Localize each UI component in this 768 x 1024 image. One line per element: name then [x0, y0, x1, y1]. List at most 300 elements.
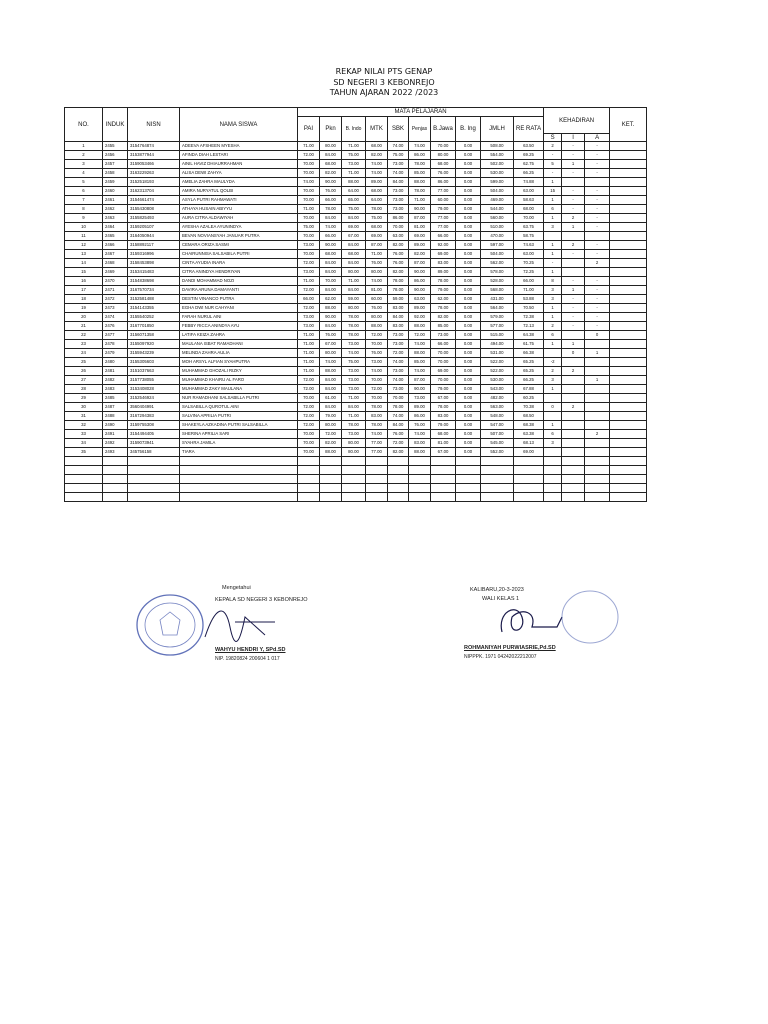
table-cell: 2467 — [103, 250, 128, 259]
table-cell: 89.00 — [431, 268, 456, 277]
table-cell: 74.00 — [366, 430, 388, 439]
table-cell: 85.00 — [409, 169, 431, 178]
table-cell: 10 — [65, 223, 103, 232]
table-cell: 71.00 — [298, 358, 320, 367]
table-cell: 60.00 — [366, 295, 388, 304]
table-cell — [585, 448, 610, 457]
table-cell: 88.00 — [409, 349, 431, 358]
table-cell: 28 — [65, 385, 103, 394]
table-cell: 2 — [585, 430, 610, 439]
table-cell: 0.00 — [456, 313, 481, 322]
table-cell — [366, 484, 388, 493]
table-cell — [562, 493, 585, 502]
table-cell: 78.00 — [320, 205, 342, 214]
table-cell: 67.00 — [431, 448, 456, 457]
table-cell — [562, 376, 585, 385]
table-cell — [585, 403, 610, 412]
table-cell: 73.00 — [298, 241, 320, 250]
table-cell: 1 — [544, 304, 562, 313]
table-cell: 21 — [65, 322, 103, 331]
table-cell: 68.00 — [366, 187, 388, 196]
table-cell: 65.25 — [514, 367, 544, 376]
table-cell: 75.00 — [342, 205, 366, 214]
table-cell: 0.00 — [456, 241, 481, 250]
table-cell: 3167701850 — [128, 322, 180, 331]
table-cell — [366, 475, 388, 484]
table-cell: 84.00 — [342, 214, 366, 223]
table-cell — [298, 493, 320, 502]
table-row — [65, 349, 647, 358]
table-cell: - — [585, 313, 610, 322]
table-cell: 69.00 — [409, 232, 431, 241]
table-cell: 71.00 — [409, 196, 431, 205]
class-stamp — [555, 587, 625, 647]
left-role: KEPALA SD NEGERI 3 KEBONREJO — [215, 597, 308, 603]
table-cell — [366, 466, 388, 475]
table-cell: 510.00 — [481, 223, 514, 232]
table-cell: 74.00 — [366, 277, 388, 286]
table-cell: 2 — [562, 214, 585, 223]
table-cell: 78.00 — [342, 313, 366, 322]
table-cell: 599.00 — [481, 178, 514, 187]
table-cell — [610, 484, 647, 493]
table-cell — [585, 439, 610, 448]
table-cell: 29 — [65, 394, 103, 403]
table-cell: 90.00 — [409, 205, 431, 214]
table-cell: 3154143355 — [128, 304, 180, 313]
table-cell: 63.00 — [388, 232, 409, 241]
table-cell — [610, 466, 647, 475]
table-cell — [585, 412, 610, 421]
table-cell: 72.00 — [388, 439, 409, 448]
table-cell: 6 — [65, 187, 103, 196]
table-cell: 88.00 — [342, 178, 366, 187]
table-cell: FEBBY RICCA ANINDYA AYU — [180, 322, 298, 331]
table-cell: 71.00 — [514, 286, 544, 295]
table-cell — [610, 331, 647, 340]
table-cell: 60.00 — [431, 196, 456, 205]
table-cell — [342, 457, 366, 466]
table-cell — [544, 394, 562, 403]
table-cell: 84.00 — [342, 259, 366, 268]
table-cell: 84.00 — [320, 214, 342, 223]
table-cell: 2473 — [103, 304, 128, 313]
table-cell: 0.00 — [456, 430, 481, 439]
table-cell: 67.00 — [320, 340, 342, 349]
table-cell: 84.00 — [320, 151, 342, 160]
table-cell — [544, 493, 562, 502]
table-cell: - — [544, 259, 562, 268]
table-cell: 2 — [544, 322, 562, 331]
table-cell — [409, 466, 431, 475]
table-cell: 3 — [544, 286, 562, 295]
table-cell: 80.00 — [342, 304, 366, 313]
table-cell — [562, 331, 585, 340]
table-cell: - — [585, 277, 610, 286]
right-signature-block — [460, 587, 640, 667]
table-cell: 0.00 — [456, 439, 481, 448]
table-cell: 64.00 — [366, 196, 388, 205]
table-cell: 543.00 — [481, 385, 514, 394]
table-cell — [610, 394, 647, 403]
table-cell: 70.00 — [366, 376, 388, 385]
table-cell: 73.00 — [342, 367, 366, 376]
table-cell: 84.00 — [388, 313, 409, 322]
table-cell: 84.00 — [388, 178, 409, 187]
table-cell: 89.00 — [409, 403, 431, 412]
table-cell: SHERINA APRILIA SARI — [180, 430, 298, 439]
table-cell: 33 — [65, 430, 103, 439]
table-row — [65, 322, 647, 331]
table-cell: LATIFA KEIZA ZAHRA — [180, 331, 298, 340]
table-cell: 0.00 — [456, 403, 481, 412]
table-cell: 68.00 — [366, 142, 388, 151]
table-cell: CITRA ANINDYA HENDRIYAN — [180, 268, 298, 277]
table-cell: 76.00 — [366, 349, 388, 358]
table-cell: 0.00 — [456, 142, 481, 151]
table-cell: 73.00 — [342, 376, 366, 385]
table-cell — [562, 466, 585, 475]
table-cell: 562.00 — [481, 259, 514, 268]
table-cell: BEVAN NOVIANSYAH JANUAR PUTRA — [180, 232, 298, 241]
table-cell: - — [562, 169, 585, 178]
table-cell: 88.00 — [409, 178, 431, 187]
table-cell: 3151037663 — [128, 367, 180, 376]
table-cell — [610, 187, 647, 196]
table-cell — [544, 232, 562, 241]
empty-row — [65, 493, 647, 502]
table-cell: MOH ARSYL ALFIAN SYAHPUTRA — [180, 358, 298, 367]
table-cell: 2493 — [103, 448, 128, 457]
table-cell — [456, 466, 481, 475]
table-cell — [409, 493, 431, 502]
table-cell: - — [544, 151, 562, 160]
table-cell: AFINDA DIAH LESTARI — [180, 151, 298, 160]
table-cell: 82.00 — [388, 241, 409, 250]
table-cell: 72.00 — [409, 331, 431, 340]
table-cell: 0.00 — [456, 448, 481, 457]
table-cell — [610, 313, 647, 322]
empty-row — [65, 466, 647, 475]
table-cell: 73.00 — [388, 196, 409, 205]
table-cell: 3157738055 — [128, 376, 180, 385]
table-cell: 82.00 — [320, 169, 342, 178]
table-cell — [544, 466, 562, 475]
table-cell: 80.00 — [366, 313, 388, 322]
table-cell: - — [562, 322, 585, 331]
table-cell — [610, 475, 647, 484]
table-row — [65, 205, 647, 214]
table-row — [65, 187, 647, 196]
table-cell: 2476 — [103, 322, 128, 331]
table-cell: 0.00 — [456, 295, 481, 304]
table-cell: 80.00 — [320, 421, 342, 430]
grade-table — [64, 107, 647, 502]
table-cell: 76.00 — [388, 430, 409, 439]
right-role: WALI KELAS 1 — [482, 596, 520, 602]
table-cell: 73.00 — [342, 340, 366, 349]
table-cell: 528.00 — [481, 277, 514, 286]
table-cell — [562, 178, 585, 187]
table-cell: 0.00 — [456, 340, 481, 349]
table-cell: 0.00 — [456, 196, 481, 205]
table-cell: 80.00 — [342, 439, 366, 448]
col-subject-pkn: Pkn — [320, 117, 342, 142]
table-cell: 0.00 — [456, 178, 481, 187]
table-cell: 3153877944 — [128, 151, 180, 160]
table-cell: 68.00 — [366, 223, 388, 232]
table-row — [65, 394, 647, 403]
table-cell: 579.00 — [481, 313, 514, 322]
table-cell: 0.00 — [456, 367, 481, 376]
table-cell: 92.00 — [409, 313, 431, 322]
table-cell — [298, 484, 320, 493]
table-cell: 82.00 — [366, 151, 388, 160]
table-cell: 2474 — [103, 313, 128, 322]
table-row — [65, 196, 647, 205]
table-cell: 62.75 — [514, 160, 544, 169]
table-cell: 70.00 — [298, 160, 320, 169]
table-cell: 1 — [544, 178, 562, 187]
table-cell: 2471 — [103, 286, 128, 295]
table-cell: CHAIRUNNISA SALSABILA PUTRI — [180, 250, 298, 259]
table-cell — [481, 484, 514, 493]
table-cell — [342, 493, 366, 502]
table-cell — [431, 493, 456, 502]
table-row — [65, 385, 647, 394]
table-cell: 84.00 — [342, 241, 366, 250]
table-cell: 62.00 — [431, 295, 456, 304]
table-cell: 530.00 — [481, 169, 514, 178]
table-cell: 76.00 — [388, 259, 409, 268]
table-cell: 0.00 — [456, 385, 481, 394]
table-row — [65, 142, 647, 151]
table-cell: 70.00 — [366, 394, 388, 403]
table-cell: 83.00 — [366, 412, 388, 421]
table-cell: 77.00 — [366, 448, 388, 457]
table-cell: 1 — [562, 223, 585, 232]
table-cell: AINIL HAVIZ DHIAURRAHMAN — [180, 160, 298, 169]
table-cell — [342, 484, 366, 493]
table-cell: 74.00 — [388, 376, 409, 385]
table-cell: 2463 — [103, 214, 128, 223]
col-subject-penjas: Penjas — [409, 117, 431, 142]
table-cell: 68.00 — [514, 205, 544, 214]
table-cell: 15 — [544, 187, 562, 196]
table-cell: 515.00 — [481, 331, 514, 340]
table-cell: 76.00 — [366, 259, 388, 268]
table-cell: 88.00 — [409, 322, 431, 331]
table-cell — [562, 457, 585, 466]
table-cell: 3153408028 — [128, 385, 180, 394]
table-cell: 345756158 — [128, 448, 180, 457]
table-cell: 2 — [562, 367, 585, 376]
table-cell — [298, 475, 320, 484]
table-cell — [388, 493, 409, 502]
table-cell — [180, 493, 298, 502]
table-cell: 69.25 — [514, 151, 544, 160]
table-cell: 0.00 — [456, 232, 481, 241]
table-cell: 2490 — [103, 421, 128, 430]
table-cell — [320, 493, 342, 502]
table-cell: 84.00 — [320, 403, 342, 412]
table-cell: 2488 — [103, 412, 128, 421]
table-row — [65, 277, 647, 286]
table-cell: 0.00 — [456, 358, 481, 367]
table-cell: 68.00 — [320, 160, 342, 169]
col-subject-sbk: SBK — [388, 117, 409, 142]
table-cell: 70.38 — [514, 403, 544, 412]
table-cell: EGHA DWI NUR CAHYANI — [180, 304, 298, 313]
table-cell: 73.00 — [366, 358, 388, 367]
table-cell — [610, 430, 647, 439]
table-cell: 66.00 — [298, 295, 320, 304]
table-cell: 2 — [65, 151, 103, 160]
col-subject-bindo: B. Indo — [342, 117, 366, 142]
table-cell — [103, 457, 128, 466]
table-cell: 2 — [544, 367, 562, 376]
table-row — [65, 313, 647, 322]
table-cell: 2460 — [103, 187, 128, 196]
table-cell: 5 — [544, 160, 562, 169]
table-cell: 78.00 — [342, 331, 366, 340]
table-cell — [610, 259, 647, 268]
table-cell: 68.50 — [514, 412, 544, 421]
table-cell: - — [544, 169, 562, 178]
table-cell: 25 — [65, 358, 103, 367]
table-row — [65, 178, 647, 187]
table-cell: 522.00 — [481, 358, 514, 367]
table-cell: 530.00 — [481, 376, 514, 385]
table-cell: DESTIN VINANCO PUTRA — [180, 295, 298, 304]
table-cell: 14 — [65, 259, 103, 268]
table-cell: 74.88 — [514, 178, 544, 187]
table-cell — [180, 457, 298, 466]
table-cell: 58.63 — [514, 196, 544, 205]
table-row — [65, 439, 647, 448]
table-cell: - — [562, 277, 585, 286]
table-cell: 3158892117 — [128, 241, 180, 250]
table-cell: 90.00 — [409, 268, 431, 277]
table-cell: 3154838698 — [128, 277, 180, 286]
table-cell: AMIRA NURYATUL QOLBI — [180, 187, 298, 196]
table-cell — [610, 277, 647, 286]
table-cell: 71.00 — [298, 340, 320, 349]
table-cell: 1 — [544, 313, 562, 322]
table-cell: 1 — [544, 268, 562, 277]
table-cell: 84.00 — [320, 259, 342, 268]
table-cell: 66.00 — [431, 340, 456, 349]
table-cell: 90.00 — [409, 385, 431, 394]
table-cell: 78.00 — [409, 160, 431, 169]
left-signature-scribble — [195, 597, 285, 647]
table-cell — [456, 493, 481, 502]
col-kehadiran-a: A — [585, 134, 610, 142]
table-cell: DAVIRA ARUNA DAMAYANTI — [180, 286, 298, 295]
table-cell — [514, 484, 544, 493]
col-subject-bjawa: B.Jawa — [431, 117, 456, 142]
table-cell — [431, 475, 456, 484]
table-cell — [610, 178, 647, 187]
table-row — [65, 412, 647, 421]
table-cell: 72.25 — [514, 268, 544, 277]
table-cell: 0.00 — [456, 151, 481, 160]
table-cell: 66.38 — [514, 349, 544, 358]
table-cell: 73.00 — [298, 313, 320, 322]
table-cell: 74.00 — [366, 160, 388, 169]
table-cell: 63.00 — [514, 187, 544, 196]
table-cell: 76.00 — [388, 250, 409, 259]
table-cell: 531.00 — [481, 349, 514, 358]
table-cell: 74.00 — [409, 142, 431, 151]
table-cell: 0.00 — [456, 259, 481, 268]
table-cell — [610, 367, 647, 376]
table-cell — [481, 457, 514, 466]
table-cell: - — [585, 196, 610, 205]
table-cell: 87.00 — [409, 259, 431, 268]
table-cell: 88.00 — [320, 367, 342, 376]
table-cell: 0 — [544, 403, 562, 412]
table-cell: - — [585, 223, 610, 232]
table-cell — [610, 340, 647, 349]
table-cell — [585, 358, 610, 367]
table-cell: - — [585, 187, 610, 196]
table-cell: 18 — [65, 295, 103, 304]
right-name: ROHMANIYAH PURWIASRIE,Pd.SD — [464, 645, 556, 651]
table-cell: - — [585, 214, 610, 223]
table-cell: - — [562, 196, 585, 205]
table-cell: 1 — [544, 196, 562, 205]
table-cell: 70.00 — [431, 376, 456, 385]
table-cell: 0.00 — [456, 268, 481, 277]
table-cell: 76.00 — [320, 331, 342, 340]
table-cell: 70.00 — [366, 340, 388, 349]
table-cell: - — [585, 241, 610, 250]
table-cell: 552.00 — [481, 448, 514, 457]
col-no: NO. — [65, 108, 103, 142]
table-cell: 82.00 — [409, 250, 431, 259]
table-cell: 2468 — [103, 259, 128, 268]
table-cell — [544, 349, 562, 358]
table-cell: 73.00 — [388, 187, 409, 196]
table-cell — [342, 475, 366, 484]
table-cell — [562, 259, 585, 268]
table-cell: 71.00 — [342, 394, 366, 403]
table-cell: 1 — [585, 376, 610, 385]
table-cell: 3163229263 — [128, 169, 180, 178]
table-cell: 87.00 — [366, 241, 388, 250]
table-cell: 31 — [65, 412, 103, 421]
col-kehadiran: KEHADIRAN — [544, 108, 610, 134]
table-cell: 67.00 — [342, 232, 366, 241]
table-cell: 84.00 — [342, 286, 366, 295]
table-cell: 13 — [65, 250, 103, 259]
table-cell: - — [585, 322, 610, 331]
table-cell: 3153415483 — [128, 268, 180, 277]
table-cell: 87.00 — [409, 376, 431, 385]
table-cell: - — [562, 187, 585, 196]
table-cell: 0 — [585, 331, 610, 340]
table-cell: 86.00 — [409, 277, 431, 286]
table-cell: AMELIA ZAHRA MAULYDA — [180, 178, 298, 187]
table-cell: 70.00 — [431, 358, 456, 367]
table-cell: 67.88 — [514, 385, 544, 394]
table-cell: 2458 — [103, 169, 128, 178]
table-cell: 7 — [65, 196, 103, 205]
table-cell — [610, 205, 647, 214]
table-cell — [610, 169, 647, 178]
table-cell: 65.00 — [342, 196, 366, 205]
